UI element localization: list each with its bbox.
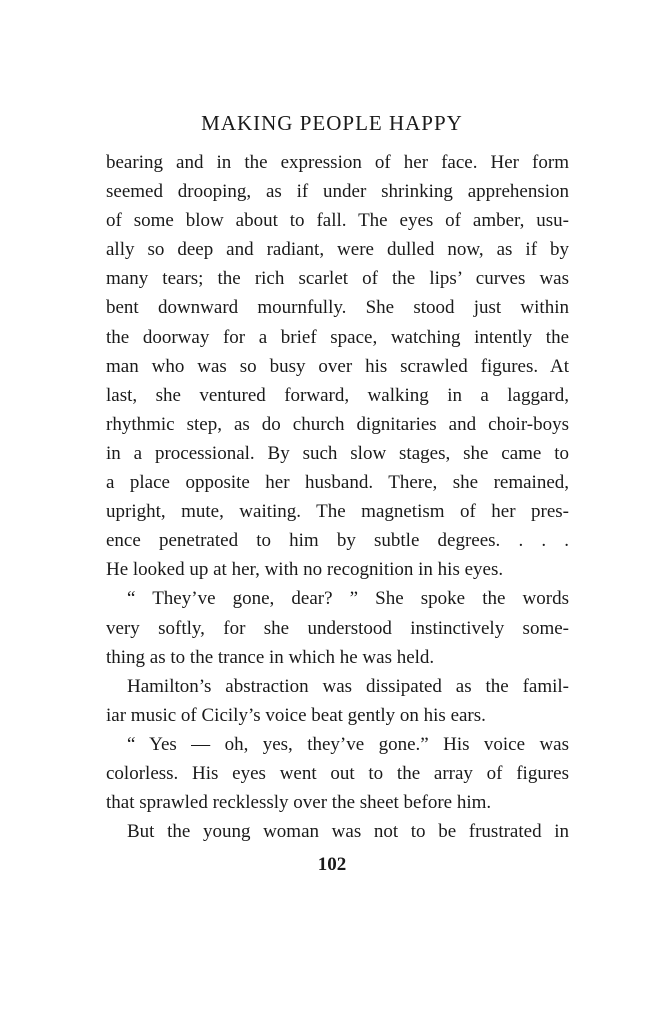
text-line: upright, mute, waiting. The magnetism of her pres- (106, 501, 569, 523)
text-line: ence penetrated to him by subtle degrees. . . . (106, 530, 569, 552)
text-line: in a processional. By such slow stages, she came to (106, 442, 569, 464)
text-line: Hamilton’s abstraction was dissipated as the famil- (127, 675, 569, 697)
running-head: MAKING PEOPLE HAPPY (201, 111, 463, 135)
text-line: But the young woman was not to be frustrated in (127, 821, 569, 843)
page-number: 102 (317, 854, 347, 875)
text-line: man who was so busy over his scrawled figures. At (106, 355, 569, 377)
text-line: “ Yes — oh, yes, they’ve gone.” His voice was (127, 733, 569, 755)
text-line: iar music of Cicily’s voice beat gently on his ears. (106, 704, 486, 726)
text-line: many tears; the rich scarlet of the lips’ curves was (106, 268, 569, 290)
text-line: last, she ventured forward, walking in a laggard, (106, 384, 569, 406)
text-line: bearing and in the expression of her face. Her form (106, 152, 569, 173)
text-line: thing as to the trance in which he was held. (106, 646, 435, 668)
text-line: the doorway for a brief space, watching intently the (106, 326, 569, 348)
text-line: a place opposite her husband. There, she remained, (106, 472, 569, 494)
text-line: of some blow about to fall. The eyes of amber, usu- (106, 210, 569, 232)
text-line: seemed drooping, as if under shrinking apprehension (106, 181, 569, 203)
text-line: “ They’ve gone, dear? ” She spoke the words (127, 588, 569, 610)
text-line: He looked up at her, with no recognition in his eyes. (106, 559, 504, 581)
text-line: that sprawled recklessly over the sheet before him. (106, 792, 492, 814)
text-line: very softly, for she understood instinctively some- (106, 617, 569, 639)
body-text (106, 148, 569, 846)
text-line: ally so deep and radiant, were dulled now, as if by (106, 239, 569, 261)
text-line: colorless. His eyes went out to the array of figures (106, 762, 569, 784)
text-line: rhythmic step, as do church dignitaries and choir-boys (106, 413, 569, 435)
text-line: bent downward mournfully. She stood just within (106, 297, 569, 319)
